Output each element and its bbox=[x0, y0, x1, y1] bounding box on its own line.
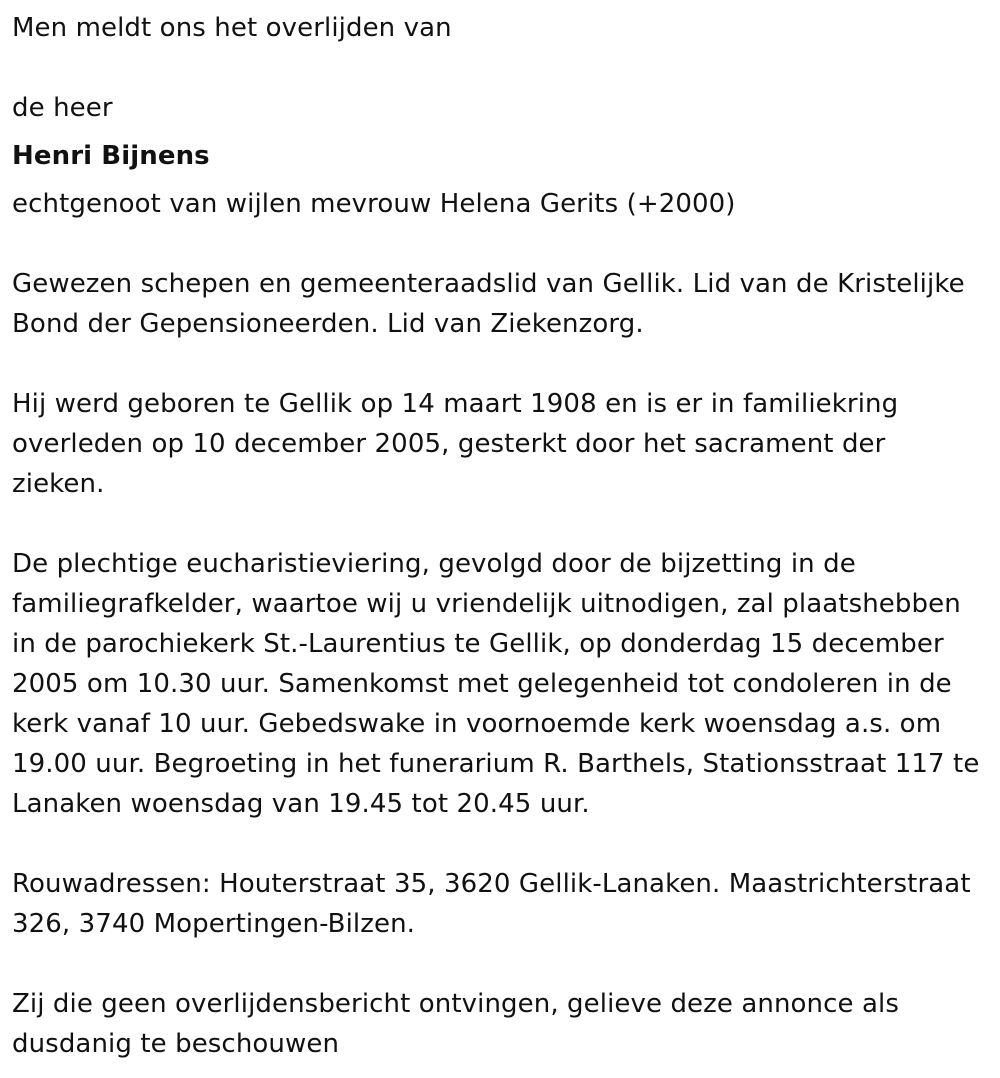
ceremony-line: 19.00 uur. Begroeting in het funerarium R. Barthels, Stationsstraat 117 te bbox=[12, 749, 980, 779]
address-line: 326, 3740 Mopertingen-Bilzen. bbox=[12, 909, 416, 939]
ceremony-line: familiegrafkelder, waartoe wij u vriendelijk uitnodigen, zal plaatshebben bbox=[12, 589, 961, 619]
closing-line: dusdanig te beschouwen bbox=[12, 1029, 340, 1059]
birth-death-line: zieken. bbox=[12, 469, 105, 499]
ceremony-line: 2005 om 10.30 uur. Samenkomst met gelegenheid tot condoleren in de bbox=[12, 669, 952, 699]
spacer bbox=[12, 176, 1000, 184]
spouse-text: echtgenoot van wijlen mevrouw Helena Gerits (+2000) bbox=[12, 189, 736, 219]
addresses-paragraph bbox=[12, 864, 1000, 944]
ceremony-line: kerk vanaf 10 uur. Gebedswake in voornoemde kerk woensdag a.s. om bbox=[12, 709, 942, 739]
closing-line: Zij die geen overlijdensbericht ontvingen, gelieve deze annonce als bbox=[12, 989, 899, 1019]
birth-death-line: Hij werd geboren te Gellik op 14 maart 1908 en is er in familiekring bbox=[12, 389, 899, 419]
ceremony-line: De plechtige eucharistieviering, gevolgd door de bijzetting in de bbox=[12, 549, 856, 579]
ceremony-line: in de parochiekerk St.-Laurentius te Gellik, op donderdag 15 december bbox=[12, 629, 944, 659]
ceremony-line: Lanaken woensdag van 19.45 tot 20.45 uur. bbox=[12, 789, 590, 819]
closing-paragraph bbox=[12, 984, 1000, 1064]
ceremony-paragraph bbox=[12, 544, 1000, 824]
birth-death-line: overleden op 10 december 2005, gesterkt door het sacrament der bbox=[12, 429, 886, 459]
career-line: Bond der Gepensioneerden. Lid van Ziekenzorg. bbox=[12, 309, 644, 339]
salutation: de heer bbox=[12, 93, 113, 123]
birth-death-paragraph bbox=[12, 384, 1000, 504]
spacer bbox=[12, 344, 1000, 384]
address-line: Rouwadressen: Houterstraat 35, 3620 Gellik-Lanaken. Maastrichterstraat bbox=[12, 869, 971, 899]
spacer bbox=[12, 128, 1000, 136]
intro-text: Men meldt ons het overlijden van bbox=[12, 13, 452, 43]
deceased-name: Henri Bijnens bbox=[12, 141, 210, 171]
spacer bbox=[12, 824, 1000, 864]
spacer bbox=[12, 944, 1000, 984]
spacer bbox=[12, 224, 1000, 264]
career-paragraph bbox=[12, 264, 1000, 344]
career-line: Gewezen schepen en gemeenteraadslid van Gellik. Lid van de Kristelijke bbox=[12, 269, 965, 299]
spacer bbox=[12, 48, 1000, 88]
spacer bbox=[12, 504, 1000, 544]
